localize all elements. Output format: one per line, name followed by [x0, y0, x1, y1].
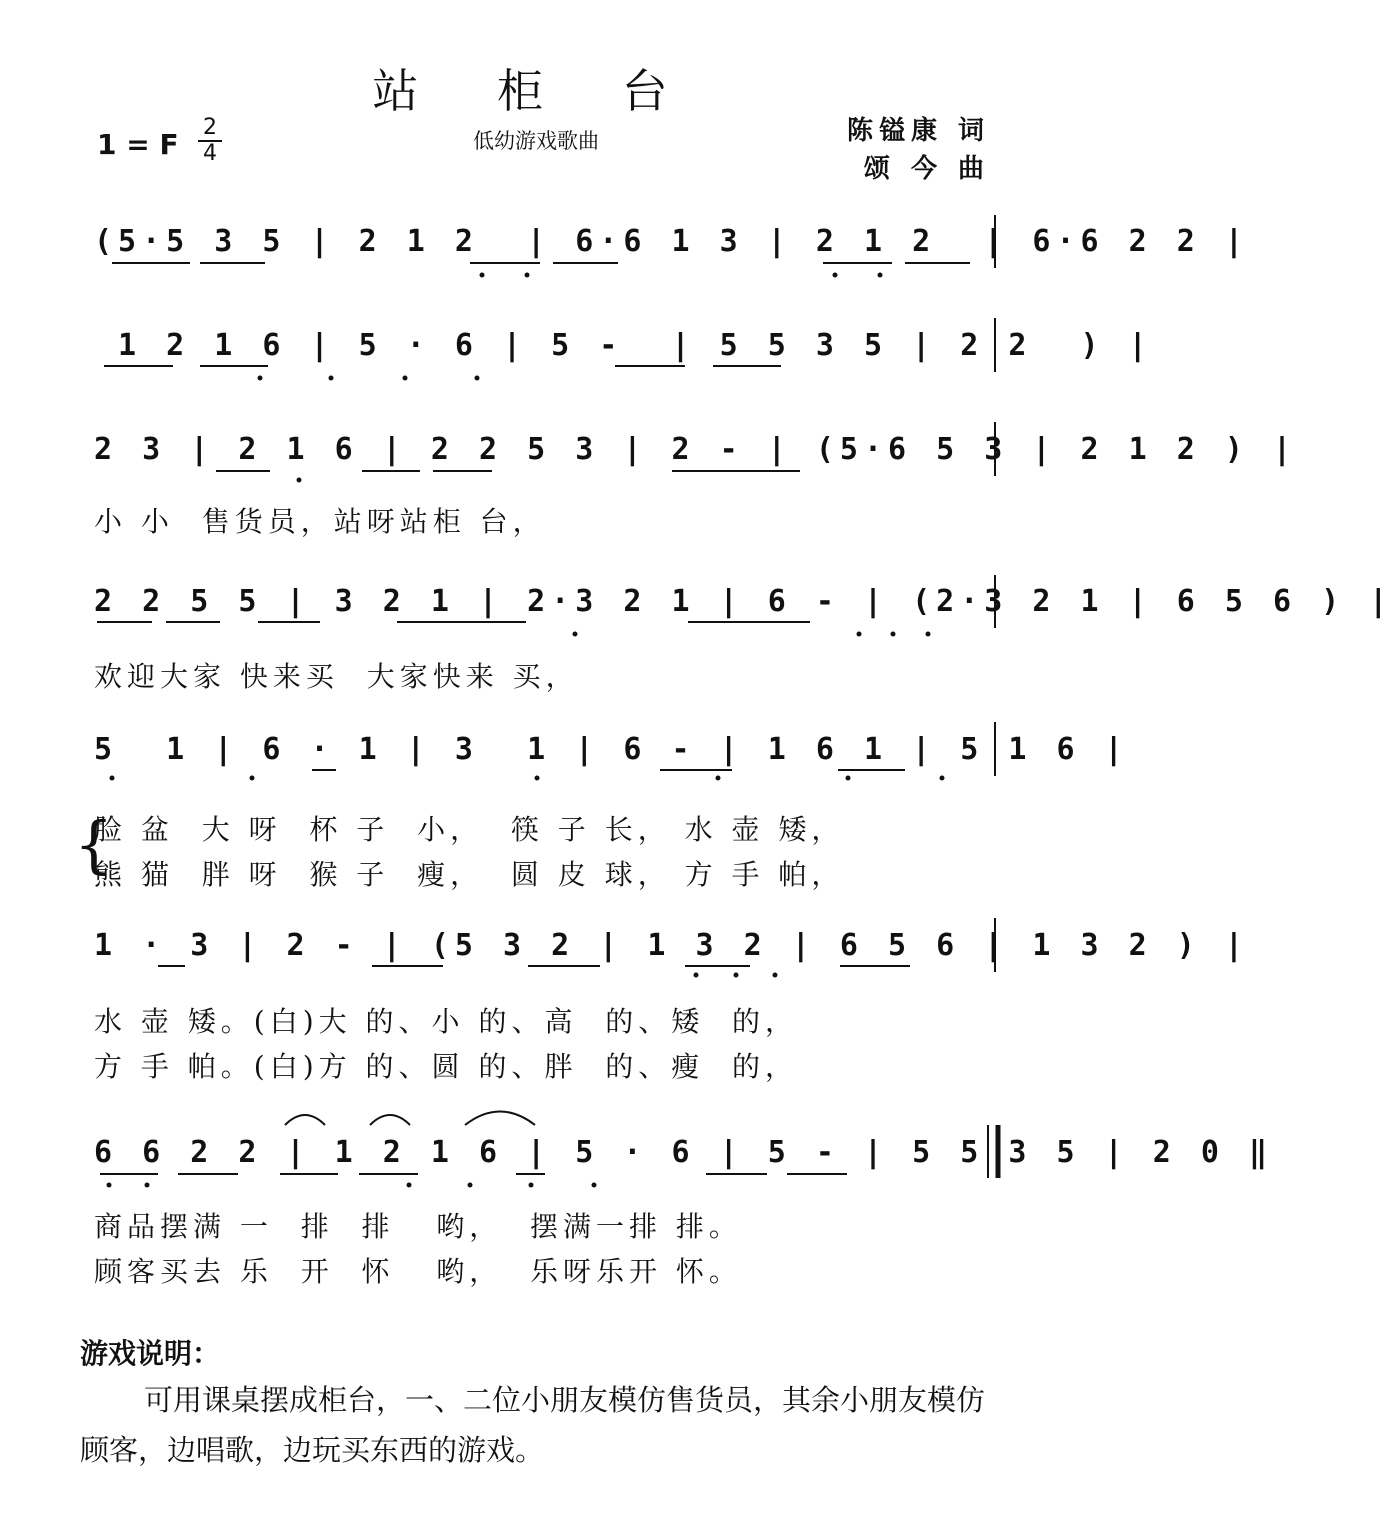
lyrics-row-5-verse-2: 熊 猫 胖 呀 猴 子 瘦， 圆 皮 球， 方 手 帕，: [94, 858, 845, 891]
key-signature: 1 = F: [97, 128, 179, 161]
score-row-7: 6 6 2 2 | 1 2 1 6 | 5 · 6 | 5 - | 5 5 3 5 | 2 0 ‖: [94, 1135, 1274, 1170]
song-subtitle: 低幼游戏歌曲: [473, 129, 599, 153]
lyrics-row-7-verse-1: 商品摆满 一 排 排 哟， 摆满一排 排。: [94, 1210, 742, 1243]
instructions-body: 可用课桌摆成柜台，一、二位小朋友模仿售货员，其余小朋友模仿顾客，边唱歌，边玩买东西的游戏。: [80, 1383, 986, 1467]
score-row-4: 2 2 5 5 | 3 2 1 | 2·3 2 1 | 6 - | (2·3 2 1 | 6 5 6 ) |: [94, 584, 1393, 619]
lyricist-credit: 陈镒康 词: [846, 116, 990, 146]
time-signature-bottom: 4: [203, 141, 217, 166]
lyrics-row-7-verse-2: 顾客买去 乐 开 怀 哟， 乐呀乐开 怀。: [94, 1255, 742, 1288]
score-row-6: 1 · 3 | 2 - | (5 3 2 | 1 3 2 | 6 5 6 | 1 3 2 ) |: [94, 928, 1249, 963]
score-row-2: 1 2 1 6 | 5 · 6 | 5 - | 5 5 3 5 | 2 2 ) |: [94, 328, 1153, 363]
score-row-1: (5·5 3 5 | 2 1 2 | 6·6 1 3 | 2 1 2 | 6·6 2 2 |: [94, 224, 1249, 259]
time-signature-top: 2: [203, 115, 217, 140]
instructions-heading: 游戏说明：: [80, 1337, 221, 1370]
lyrics-row-5-verse-1: 脸 盆 大 呀 杯 子 小， 筷 子 长， 水 壶 矮，: [94, 813, 845, 846]
composer-credit: 颂 今 曲: [863, 154, 990, 184]
lyrics-row-4: 欢迎大家 快来买 大家快来 买，: [94, 660, 579, 693]
score-row-3: 2 3 | 2 1 6 | 2 2 5 3 | 2 - | (5·6 5 3 | 2 1 2 ) |: [94, 432, 1298, 467]
song-title: 站 柜 台: [372, 64, 700, 118]
lyrics-row-6-verse-2: 方 手 帕。(白)方 的、圆 的、胖 的、瘦 的，: [94, 1050, 799, 1083]
score-row-5: 5 1 | 6 · 1 | 3 1 | 6 - | 1 6 1 | 5 1 6 |: [94, 732, 1129, 767]
lyrics-row-6-verse-1: 水 壶 矮。(白)大 的、小 的、高 的、矮 的，: [94, 1005, 799, 1038]
verse-brace: {: [74, 808, 114, 881]
lyrics-row-3: 小 小 售货员，站呀站柜 台，: [94, 505, 546, 538]
